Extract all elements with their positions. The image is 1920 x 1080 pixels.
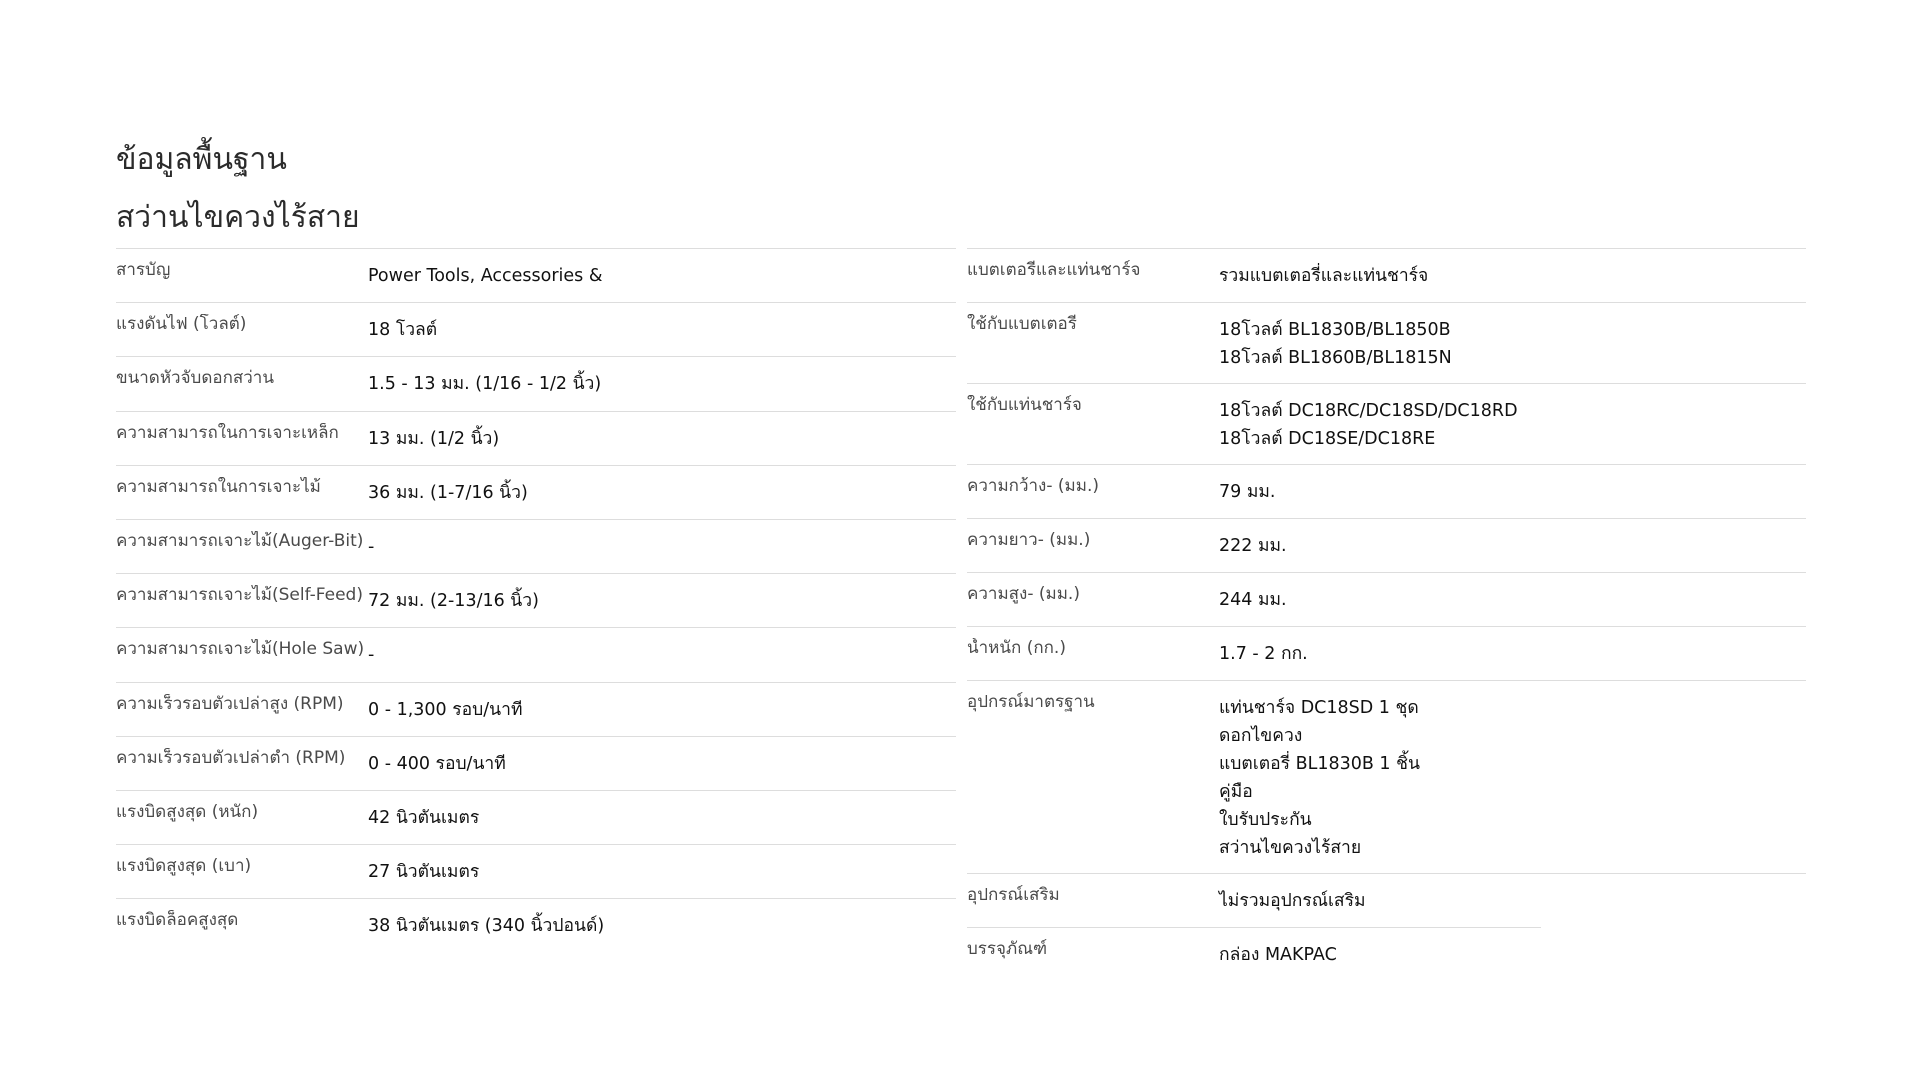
spec-label: ความกว้าง- (มม.) <box>967 476 1099 496</box>
spec-value <box>1219 260 1806 291</box>
spec-label: ความยาว- (มม.) <box>967 530 1091 550</box>
spec-table-right <box>967 248 1806 981</box>
spec-label: ความสามารถในการเจาะเหล็ก <box>116 422 339 443</box>
spec-label: อุปกรณ์เสริม <box>967 885 1060 905</box>
spec-value-line: 79 มม. <box>1219 482 1276 502</box>
spec-value-line: 18โวลต์ DC18RC/DC18SD/DC18RD <box>1219 401 1518 421</box>
spec-row <box>116 248 956 302</box>
spec-row <box>116 736 956 790</box>
spec-value-line: คู่มือ <box>1219 782 1253 802</box>
spec-value <box>368 531 956 562</box>
spec-value <box>368 368 956 399</box>
spec-row <box>116 411 956 465</box>
spec-row <box>967 927 1541 981</box>
spec-label: ความสามารถเจาะไม้(Hole Saw) <box>116 639 365 660</box>
spec-value <box>368 639 956 670</box>
spec-row <box>116 465 956 519</box>
spec-table-left <box>116 248 956 952</box>
spec-row <box>967 626 1806 680</box>
spec-value-line: 13 มม. (1/2 นิ้ว) <box>368 428 500 449</box>
spec-row <box>116 519 956 573</box>
spec-row <box>116 627 956 681</box>
spec-value <box>368 694 956 725</box>
spec-value <box>368 477 956 508</box>
spec-value <box>368 314 956 345</box>
spec-value-line: 18โวลต์ BL1830B/BL1850B <box>1219 320 1451 340</box>
spec-value-line: 36 มม. (1-7/16 นิ้ว) <box>368 482 528 503</box>
spec-value <box>1219 584 1806 615</box>
spec-label: บรรจุภัณฑ์ <box>967 939 1048 959</box>
spec-value-line: 27 นิวตันเมตร <box>368 862 480 883</box>
spec-label: ความสามารถเจาะไม้(Auger-Bit) <box>116 530 364 551</box>
spec-value-line: 1.5 - 13 มม. (1/16 - 1/2 นิ้ว) <box>368 374 602 395</box>
spec-label: น้ำหนัก (กก.) <box>967 638 1066 658</box>
spec-row <box>116 898 956 952</box>
spec-value-line: 1.7 - 2 กก. <box>1219 644 1308 664</box>
spec-value <box>368 910 956 941</box>
spec-row <box>967 518 1806 572</box>
spec-value-line: 0 - 400 รอบ/นาที <box>368 753 506 774</box>
spec-value-line: 222 มม. <box>1219 536 1287 556</box>
spec-value <box>1219 939 1541 970</box>
spec-value-line: 18โวลต์ BL1860B/BL1815N <box>1219 348 1452 368</box>
spec-label: ความสามารถเจาะไม้(Self-Feed) <box>116 585 363 606</box>
spec-row <box>116 844 956 898</box>
spec-value <box>368 802 956 833</box>
spec-label: ขนาดหัวจับดอกสว่าน <box>116 368 274 389</box>
spec-value-line: - <box>368 645 375 666</box>
spec-row <box>116 790 956 844</box>
spec-label: ใช้กับแบตเตอรี่ <box>967 314 1077 334</box>
spec-label: ความสามารถในการเจาะไม้ <box>116 476 321 497</box>
spec-value <box>1219 476 1806 507</box>
spec-label: ความสูง- (มม.) <box>967 584 1080 604</box>
spec-row <box>967 302 1806 383</box>
spec-value-line: 72 มม. (2-13/16 นิ้ว) <box>368 591 539 612</box>
basic-info-heading: ข้อมูลพื้นฐาน <box>116 142 287 177</box>
spec-value <box>368 585 956 616</box>
spec-label: แรงบิดสูงสุด (หนัก) <box>116 801 259 822</box>
spec-value-line: กล่อง MAKPAC <box>1219 945 1337 965</box>
spec-value-line: 38 นิวตันเมตร (340 นิ้วปอนด์) <box>368 916 605 937</box>
spec-label: ความเร็วรอบตัวเปล่าสูง (RPM) <box>116 693 344 714</box>
spec-row <box>967 248 1806 302</box>
spec-value <box>1219 692 1806 862</box>
spec-value <box>1219 530 1806 561</box>
spec-row <box>967 680 1806 873</box>
spec-value-line: ดอกไขควง <box>1219 726 1303 746</box>
spec-label: แบตเตอรี่และแท่นชาร์จ <box>967 260 1141 280</box>
spec-label: สารบัญ <box>116 260 171 280</box>
spec-value-line: แบตเตอรี่ BL1830B 1 ชิ้น <box>1219 754 1420 774</box>
spec-value <box>1219 638 1806 669</box>
spec-row <box>116 356 956 410</box>
spec-value <box>1219 314 1806 372</box>
spec-value-line: 244 มม. <box>1219 590 1287 610</box>
spec-value-line: Power Tools, Accessories & <box>368 266 603 286</box>
spec-label: แรงบิดล็อคสูงสุด <box>116 910 239 931</box>
spec-value-line: 0 - 1,300 รอบ/นาที <box>368 699 523 720</box>
spec-label: อุปกรณ์มาตรฐาน <box>967 692 1095 712</box>
spec-row <box>116 573 956 627</box>
spec-value-line: ไม่รวมอุปกรณ์เสริม <box>1219 891 1366 911</box>
spec-value <box>368 748 956 779</box>
spec-value-line: 18 โวลต์ <box>368 320 438 341</box>
spec-label: ความเร็วรอบตัวเปล่าต่ำ (RPM) <box>116 747 346 768</box>
spec-label: แรงบิดสูงสุด (เบา) <box>116 856 252 877</box>
spec-row <box>116 682 956 736</box>
spec-value-line: - <box>368 536 375 557</box>
spec-row <box>967 572 1806 626</box>
spec-value-line: แท่นชาร์จ DC18SD 1 ชุด <box>1219 698 1419 718</box>
spec-row <box>967 873 1806 927</box>
spec-label: แรงดันไฟ (โวลต์) <box>116 314 247 335</box>
spec-value <box>1219 395 1806 453</box>
spec-value-line: ใบรับประกัน <box>1219 810 1312 830</box>
spec-value-line: 42 นิวตันเมตร <box>368 807 480 828</box>
spec-row <box>967 464 1806 518</box>
spec-value <box>368 260 956 291</box>
spec-label: ใช้กับแท่นชาร์จ <box>967 395 1082 415</box>
spec-value-line: 18โวลต์ DC18SE/DC18RE <box>1219 429 1436 449</box>
spec-value <box>1219 885 1806 916</box>
product-name-heading: สว่านไขควงไร้สาย <box>116 200 360 235</box>
spec-value <box>368 856 956 887</box>
spec-value-line: สว่านไขควงไร้สาย <box>1219 838 1362 858</box>
spec-row <box>967 383 1806 464</box>
spec-row <box>116 302 956 356</box>
spec-value-line: รวมแบตเตอรี่และแท่นชาร์จ <box>1219 266 1429 286</box>
spec-value <box>368 423 956 454</box>
